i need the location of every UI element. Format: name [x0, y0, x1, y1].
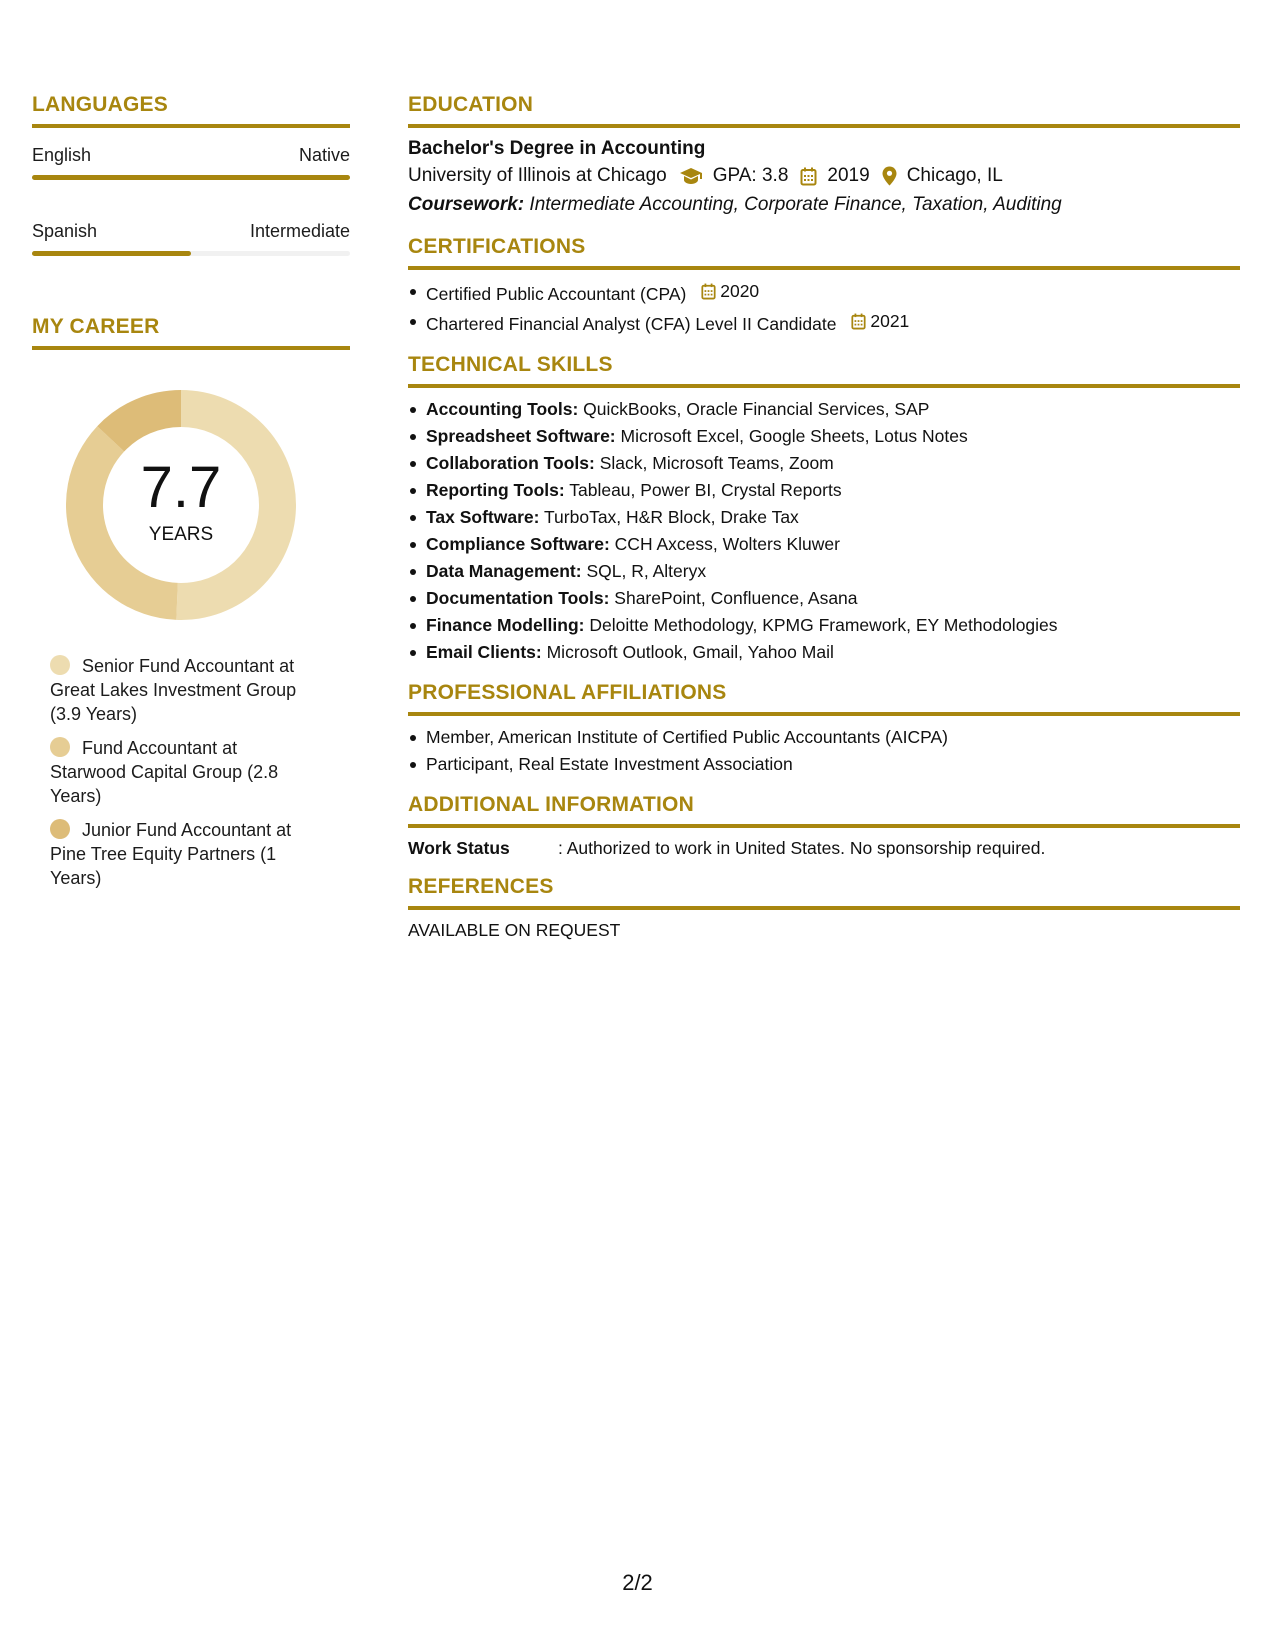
legend-dot-icon [50, 655, 70, 675]
legend-dot-icon [50, 819, 70, 839]
affiliations-title: PROFESSIONAL AFFILIATIONS [408, 680, 1240, 716]
left-column [32, 92, 350, 900]
language-proficiency-bar [32, 251, 350, 256]
skill-item [408, 639, 1240, 666]
language-proficiency-bar [32, 175, 350, 180]
skill-category: Spreadsheet Software: [426, 426, 616, 446]
references-text: AVAILABLE ON REQUEST [408, 920, 621, 940]
career-legend-label: Fund Accountant at Starwood Capital Group (2.8 Years) [50, 738, 279, 806]
certifications-list [408, 278, 1240, 338]
affiliation-item: Member, American Institute of Certified Public Accountants (AICPA) [408, 724, 1240, 751]
languages-title: LANGUAGES [32, 92, 350, 128]
language-level: Intermediate [249, 221, 350, 241]
certification-item [408, 308, 1240, 338]
graduation-year: 2019 [827, 165, 870, 186]
skill-category: Tax Software: [426, 507, 540, 527]
skills-list [408, 396, 1240, 666]
certification-year: 2021 [870, 311, 910, 331]
right-column [408, 92, 1240, 956]
references-title: REFERENCES [408, 874, 1240, 910]
certification-name: Chartered Financial Analyst (CFA) Level II Candidate [426, 314, 837, 334]
education-title: EDUCATION [408, 92, 1240, 128]
calendar-icon [800, 167, 817, 186]
references-section [408, 874, 1240, 942]
affiliations-section [408, 680, 1240, 778]
school-location: Chicago, IL [906, 165, 1003, 186]
skill-category: Collaboration Tools: [426, 453, 595, 473]
legend-dot-icon [50, 737, 70, 757]
certification-name: Certified Public Accountant (CPA) [426, 284, 687, 304]
certification-year: 2020 [720, 281, 760, 301]
coursework-list: Intermediate Accounting, Corporate Finance, Taxation, Auditing [529, 194, 1062, 215]
coursework-label: Coursework: [408, 194, 525, 215]
skill-category: Email Clients: [426, 642, 542, 662]
calendar-icon [851, 313, 870, 330]
career-legend-label: Senior Fund Accountant at Great Lakes Investment Group (3.9 Years) [50, 656, 297, 724]
skill-category: Compliance Software: [426, 534, 610, 554]
career-legend-item [50, 736, 312, 808]
skill-category: Data Management: [426, 561, 582, 581]
work-status-label: Work Status [408, 838, 510, 858]
language-english [32, 144, 350, 180]
career-total-unit: YEARS [148, 524, 214, 545]
skill-category: Finance Modelling: [426, 615, 585, 635]
school-name: University of Illinois at Chicago [408, 165, 667, 186]
page-number: 2/2 [622, 1570, 653, 1595]
career-section [32, 314, 350, 890]
skill-category: Accounting Tools: [426, 399, 579, 419]
skill-values: Microsoft Outlook, Gmail, Yahoo Mail [546, 642, 834, 662]
language-name: Spanish [32, 221, 98, 241]
career-legend-item [50, 818, 312, 890]
skill-category: Documentation Tools: [426, 588, 610, 608]
gpa: GPA: 3.8 [712, 165, 789, 186]
additional-info-section [408, 792, 1240, 860]
education-section [408, 92, 1240, 220]
skill-values: SQL, R, Alteryx [586, 561, 707, 581]
skill-item [408, 585, 1240, 612]
certification-item [408, 278, 1240, 308]
education-details [408, 162, 1240, 190]
certifications-title: CERTIFICATIONS [408, 234, 1240, 270]
skill-item [408, 450, 1240, 477]
language-proficiency-fill [32, 251, 191, 256]
skill-values: Deloitte Methodology, KPMG Framework, EY Methodologies [589, 615, 1058, 635]
skill-values: TurboTax, H&R Block, Drake Tax [544, 507, 799, 527]
work-status-value: : Authorized to work in United States. No sponsorship required. [558, 838, 1046, 858]
skill-item [408, 477, 1240, 504]
career-total-value: 7.7 [140, 455, 222, 520]
additional-info-title: ADDITIONAL INFORMATION [408, 792, 1240, 828]
skill-values: Tableau, Power BI, Crystal Reports [569, 480, 842, 500]
calendar-icon [701, 283, 720, 300]
skill-category: Reporting Tools: [426, 480, 565, 500]
graduation-cap-icon [679, 167, 703, 185]
language-proficiency-fill [32, 175, 350, 180]
affiliation-item: Participant, Real Estate Investment Association [408, 751, 1240, 778]
skill-values: Slack, Microsoft Teams, Zoom [599, 453, 834, 473]
language-spanish [32, 220, 350, 256]
coursework [408, 190, 1240, 220]
language-level: Native [298, 145, 350, 165]
career-legend-item [50, 654, 312, 726]
affiliations-list [408, 724, 1240, 778]
degree-name: Bachelor's Degree in Accounting [408, 138, 706, 159]
skill-item [408, 612, 1240, 639]
skill-item [408, 531, 1240, 558]
skill-values: Microsoft Excel, Google Sheets, Lotus Notes [620, 426, 968, 446]
career-title: MY CAREER [32, 314, 350, 350]
skill-item [408, 396, 1240, 423]
skill-item [408, 504, 1240, 531]
language-name: English [32, 145, 92, 165]
skill-values: SharePoint, Confluence, Asana [614, 588, 858, 608]
certifications-section [408, 234, 1240, 338]
career-legend-label: Junior Fund Accountant at Pine Tree Equity Partners (1 Years) [50, 820, 292, 888]
skill-item [408, 423, 1240, 450]
career-donut-chart [66, 390, 296, 620]
skill-item [408, 558, 1240, 585]
skill-values: QuickBooks, Oracle Financial Services, SAP [583, 399, 930, 419]
skills-section [408, 352, 1240, 666]
skill-values: CCH Axcess, Wolters Kluwer [614, 534, 840, 554]
location-pin-icon [882, 166, 897, 186]
career-legend [50, 654, 312, 890]
work-status-row [408, 836, 1240, 860]
skills-title: TECHNICAL SKILLS [408, 352, 1240, 388]
